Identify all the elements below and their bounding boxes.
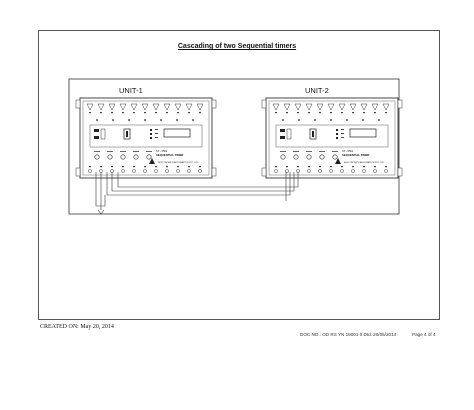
push-button — [333, 155, 337, 159]
button-caption — [280, 151, 286, 152]
terminal-tag — [385, 166, 387, 167]
terminal-tag — [155, 166, 157, 167]
digital-display — [350, 129, 376, 137]
push-button — [281, 155, 285, 159]
push-button — [134, 155, 138, 159]
bottom-terminal — [198, 169, 201, 172]
button-caption — [146, 151, 152, 152]
bottom-terminal — [307, 169, 310, 172]
created-date: CREATED ON: May 20, 2014 — [40, 324, 114, 330]
terminal-tag — [122, 166, 124, 167]
led-indicator — [378, 119, 380, 121]
led-indicator — [330, 119, 332, 121]
bottom-terminal — [132, 169, 135, 172]
terminal-tag — [308, 112, 310, 113]
bottom-terminal — [329, 169, 332, 172]
led-indicator — [362, 119, 364, 121]
manufacturer: ELECTRONICS AUTOMATION PVT. LTD. — [344, 162, 385, 164]
terminal-tag — [199, 112, 201, 113]
mounting-tab — [262, 100, 266, 108]
thumbwheel-digit — [312, 131, 314, 137]
push-button — [320, 155, 324, 159]
terminal-tag — [199, 166, 201, 167]
led-indicator — [160, 119, 162, 121]
mode-selector — [336, 129, 338, 131]
push-button — [307, 155, 311, 159]
mounting-tab — [398, 100, 402, 108]
timer-name: SEQUENTIAL TIMER — [156, 153, 184, 157]
terminal-tag — [330, 166, 332, 167]
button-caption — [293, 151, 299, 152]
led-indicator — [298, 119, 300, 121]
terminal-tag — [275, 112, 277, 113]
terminal-tag — [155, 112, 157, 113]
mode-mark — [155, 133, 158, 134]
terminal-tag — [100, 166, 102, 167]
push-button — [95, 155, 99, 159]
push-button — [121, 155, 125, 159]
button-caption — [107, 151, 113, 152]
terminal-tag — [319, 112, 321, 113]
mode-selector — [150, 137, 152, 139]
button-caption — [306, 151, 312, 152]
terminal-tag — [177, 112, 179, 113]
terminal-tag — [374, 112, 376, 113]
mounting-tab — [212, 168, 216, 176]
terminal-tag — [385, 112, 387, 113]
terminal-tag — [352, 166, 354, 167]
bottom-terminal — [318, 169, 321, 172]
push-button — [108, 155, 112, 159]
terminal-tag — [144, 166, 146, 167]
mode-mark — [341, 133, 344, 134]
bottom-terminal — [274, 169, 277, 172]
rocker-switch — [280, 136, 285, 139]
led-indicator — [112, 119, 114, 121]
mounting-tab — [212, 100, 216, 108]
terminal-tag — [341, 112, 343, 113]
led-indicator — [192, 119, 194, 121]
terminal-tag — [352, 112, 354, 113]
document-title: Cascading of two Sequential timers — [177, 43, 297, 50]
terminal-tag — [297, 112, 299, 113]
bottom-terminal — [176, 169, 179, 172]
led-indicator — [144, 119, 146, 121]
led-indicator — [96, 119, 98, 121]
terminal-tag — [122, 112, 124, 113]
terminal-tag — [286, 112, 288, 113]
unit-label: UNIT-1 — [119, 86, 143, 95]
document-number: DOC NO.: OD RS YN 19001 0 Dtd: 20/05/2014 — [300, 332, 397, 337]
led-indicator — [314, 119, 316, 121]
page-number: Page 4 of 4 — [412, 332, 436, 337]
manufacturer: ELECTRONICS AUTOMATION PVT. LTD. — [158, 162, 199, 164]
timer-unit-2 — [262, 86, 402, 178]
button-caption — [120, 151, 126, 152]
timer-unit-1 — [76, 86, 216, 178]
bottom-terminal — [143, 169, 146, 172]
terminal-tag — [341, 166, 343, 167]
thumbwheel-digit — [126, 131, 128, 137]
bottom-terminal — [373, 169, 376, 172]
rocker-switch — [94, 129, 99, 132]
led-indicator — [282, 119, 284, 121]
terminal-tag — [188, 166, 190, 167]
led-indicator — [128, 119, 130, 121]
terminal-tag — [133, 166, 135, 167]
terminal-tag — [166, 112, 168, 113]
terminal-tag — [144, 112, 146, 113]
bottom-terminal — [351, 169, 354, 172]
terminal-tag — [100, 112, 102, 113]
led-indicator — [346, 119, 348, 121]
mounting-tab — [398, 168, 402, 176]
mode-mark — [155, 129, 158, 130]
terminal-tag — [177, 166, 179, 167]
terminal-tag — [89, 166, 91, 167]
button-caption — [133, 151, 139, 152]
terminal-tag — [89, 112, 91, 113]
rocker-switch — [280, 129, 285, 132]
terminal-tag — [286, 166, 288, 167]
terminal-tag — [111, 166, 113, 167]
bottom-terminal — [121, 169, 124, 172]
bottom-terminal — [384, 169, 387, 172]
led-indicator — [176, 119, 178, 121]
terminal-tag — [111, 112, 113, 113]
mode-selector — [336, 133, 338, 135]
mode-selector — [150, 133, 152, 135]
terminal-tag — [297, 166, 299, 167]
mode-mark — [155, 137, 158, 138]
mode-mark — [341, 137, 344, 138]
bottom-terminal — [187, 169, 190, 172]
terminal-tag — [330, 112, 332, 113]
mode-mark — [341, 129, 344, 130]
unit-label: UNIT-2 — [305, 86, 329, 95]
timer-model: ST - 0501 — [342, 150, 354, 153]
terminal-tag — [133, 112, 135, 113]
terminal-tag — [363, 166, 365, 167]
timer-model: ST - 0501 — [156, 150, 168, 153]
terminal-tag — [319, 166, 321, 167]
terminal-tag — [363, 112, 365, 113]
mode-selector — [336, 137, 338, 139]
terminal-tag — [275, 166, 277, 167]
button-caption — [332, 151, 338, 152]
push-button — [147, 155, 151, 159]
button-caption — [319, 151, 325, 152]
rocker-switch — [94, 136, 99, 139]
terminal-tag — [374, 166, 376, 167]
terminal-tag — [308, 166, 310, 167]
mode-selector — [150, 129, 152, 131]
digital-display — [164, 129, 190, 137]
bottom-terminal — [154, 169, 157, 172]
terminal-tag — [166, 166, 168, 167]
button-caption — [94, 151, 100, 152]
mounting-tab — [76, 100, 80, 108]
bottom-terminal — [340, 169, 343, 172]
timer-name: SEQUENTIAL TIMER — [342, 153, 370, 157]
mounting-tab — [76, 168, 80, 176]
mounting-tab — [262, 168, 266, 176]
bottom-terminal — [88, 169, 91, 172]
bottom-terminal — [362, 169, 365, 172]
terminal-tag — [188, 112, 190, 113]
push-button — [294, 155, 298, 159]
bottom-terminal — [165, 169, 168, 172]
